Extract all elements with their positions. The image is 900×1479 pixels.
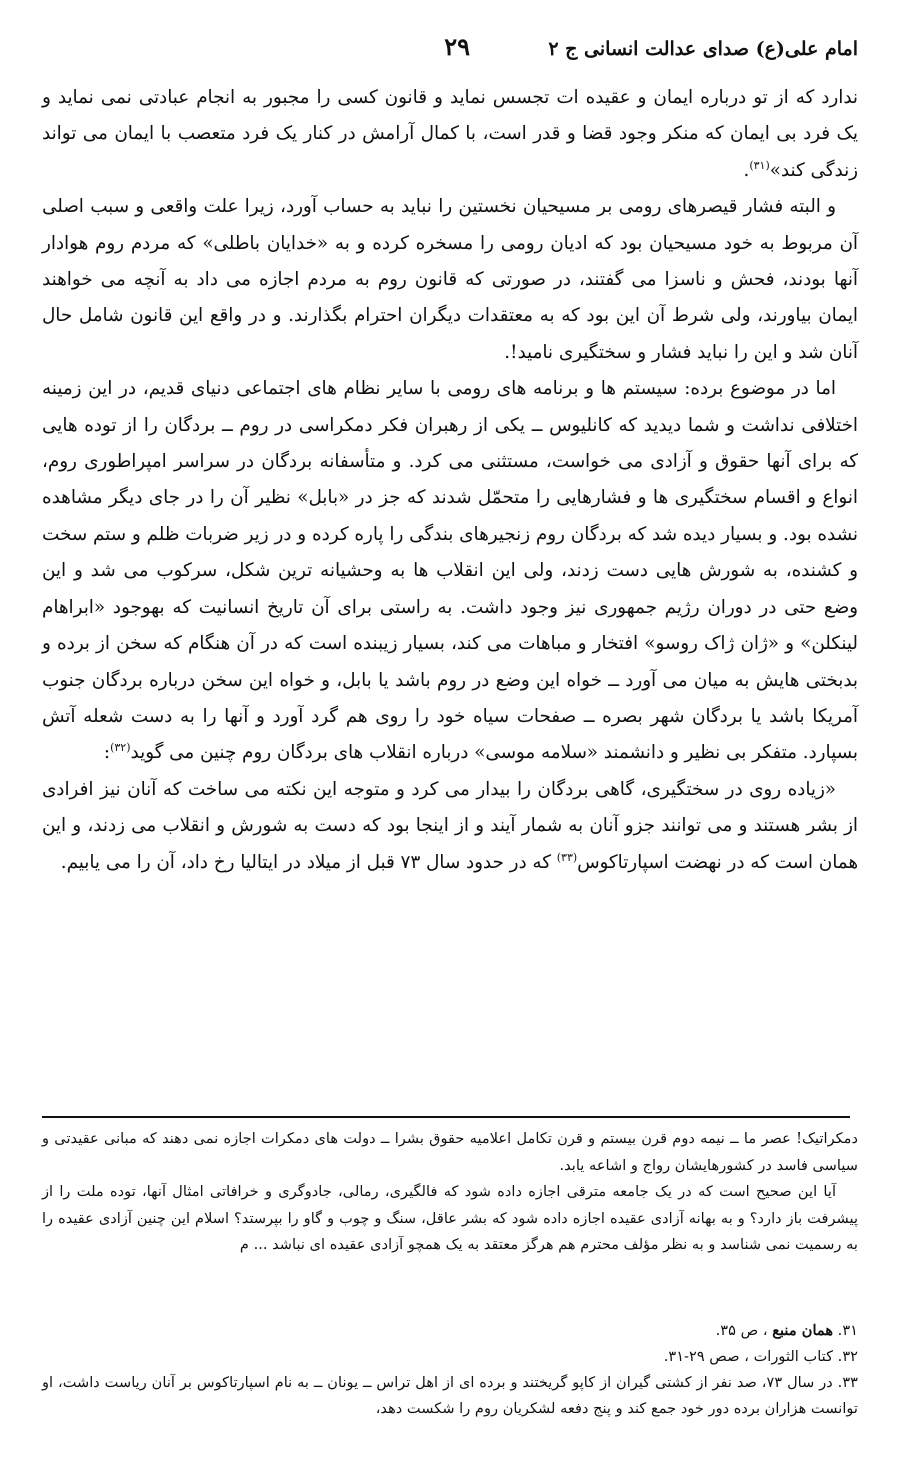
running-header: [42, 32, 858, 66]
paragraph-4-end: که در حدود سال ۷۳ قبل از میلاد در ایتالیا رخ داد، آن را می یابیم.: [60, 851, 557, 873]
paragraph-1-end: .: [743, 159, 750, 181]
reference-32: ۳۲. کتاب الثورات ، صص ۲۹-۳۱.: [663, 1348, 858, 1365]
note-continued: دمکراتیک! عصر ما ــ نیمه دوم قرن بیستم و قرن تکامل اعلامیه حقوق بشرا ــ دولت های دمکرات اجازه نمی دهند که مبانی عقیدتی و سیاسی فاسد در کشورهایشان رواج و اشاعه یابد.: [42, 1130, 858, 1174]
paragraph-3-text: اما در موضوع برده: سیستم ها و برنامه های رومی با سایر نظام های اجتماعی دنیای قدیم، در این زمینه اختلافی نداشت و شما دیدید که کانلیوس ــ یکی از رهبران فکر دمکراسی در روم ــ بردگان را از توده هایی که برای آنها حقوق و آزادی می خواست، مستثنی می کرد. و متأسفانه بردگان در سراسر امپراطوری روم، انواع و اقسام سختگیری ها و فشارهایی را متحمّل شدند که جز در «بابل» نظیر آن را در جای دیگر مشاهده نشده بود. و بسیار دیده شد که بردگان روم زنجیرهای بندگی را پاره کرده و در زیر ضربات ظلم و ستم سخت و کشنده، به شورش هایی دست زدند، ولی این انقلاب ها به وحشیانه ترین شکل، سرکوب می شد و این وضع حتی در دوران رژیم جمهوری نیز وجود داشت. به راستی برای آن تاریخ انسانیت که بهوجود «ابراهام لینکلن» و «ژان ژاک روسو» افتخار و مباهات می کند، بسیار زیبنده است که در آن هنگام که سخن از برده و بدبختی هایش به میان می آورد ــ خواه این وضع در روم باشد یا بابل، و خواه این سخن درباره بردگان جنوب آمریکا باشد یا بردگان شهر بصره ــ صفحات سیاه خود را روی هم گرد آورد و آنها را به دست شعله آتش بسپارد. متفکر بی نظیر و دانشمند «سلامه موسی» درباره انقلاب های بردگان روم چنین می گوید: [42, 378, 858, 764]
paragraph-1-text: ندارد که از تو درباره ایمان و عقیده ات تجسس نماید و قانون کسی را مجبور به انجام عبادتی نمی نماید و یک فرد بی ایمان که منکر وجود قضا و قدر است، با کمال آرامش در کنار یک فرد متعصب با ایمان می تواند زندگی کند»: [42, 87, 858, 181]
footnote-ref-31: (۳۱): [749, 158, 770, 172]
paragraph-3: [42, 371, 858, 771]
reference-31-number: ۳۱.: [833, 1322, 858, 1339]
footnote-ref-32: (۳۲): [110, 741, 131, 755]
reference-31-page: ، ص ۳۵.: [715, 1322, 773, 1339]
paragraph-4-text: «زیاده روی در سختگیری، گاهی بردگان را بیدار می کرد و متوجه این نکته می ساخت که آنان نیز افرادی از بشر هستند و می توانند جزو آنان به شمار آیند و از اینجا بود که دست به شورش و انقلاب می زدند، و این همان است که در نهضت اسپارتاکوس: [42, 778, 858, 873]
reference-31-source: همان منبع: [772, 1322, 834, 1339]
footnote-divider: [42, 1116, 850, 1118]
references: [42, 1318, 858, 1422]
paragraph-3-end: :: [103, 742, 111, 764]
main-text: [42, 80, 858, 881]
footnote-ref-33: (۳۳): [556, 850, 578, 864]
book-title: امام علی(ع) صدای عدالت انسانی ج ۲: [548, 38, 858, 60]
translator-notes: [42, 1126, 858, 1259]
paragraph-4: [42, 772, 858, 881]
reference-31: [42, 1318, 858, 1344]
paragraph-2: و البته فشار قیصرهای رومی بر مسیحیان نخستین را نباید به حساب آورد، زیرا علت واقعی و سبب اصلی آن مربوط به خود مسیحیان بود که ادیان رومی را مسخره کرده و به «خدایان باطلی» که مردم روم هوادار آنها بودند، فحش و ناسزا می گفتند، در صورتی که قانون روم به مردم اجازه می داد به آنچه می خواهند ایمان بیاورند، ولی شرط آن این بود که به معتقدات دیگران احترام بگذارند. و در واقع این قانون شامل حال آنان شد و این را نباید فشار و سختگیری نامید!.: [42, 196, 858, 363]
paragraph-1: [42, 80, 858, 189]
page-number: ۲۹: [444, 32, 470, 61]
reference-33: ۳۳. در سال ۷۳، صد نفر از کشتی گیران از کاپو گریختند و برده ای از اهل تراس ــ یونان ــ به نام اسپارتاکوس بر آنان ریاست داشت، او توانست هزاران برده دور خود جمع کند و پنج دفعه لشکریان روم را شکست دهد،: [42, 1374, 858, 1417]
note-question: آیا این صحیح است که در یک جامعه مترقی اجازه داده شود که فالگیری، رمالی، جادوگری و خرافاتی امثال آنها، توده ملت را از پیشرفت باز دارد؟ و به بهانه آزادی عقیده اجازه داده شود که بشر عاقل، سنگ و چوب و گاو را بپرستد؟ اسلام این چنین آزادی عقیده را به رسمیت نمی شناسد و به نظر مؤلف محترم هم هرگز معتقد به یک همچو آزادی عقیده ای نباشد ... م: [42, 1183, 858, 1254]
